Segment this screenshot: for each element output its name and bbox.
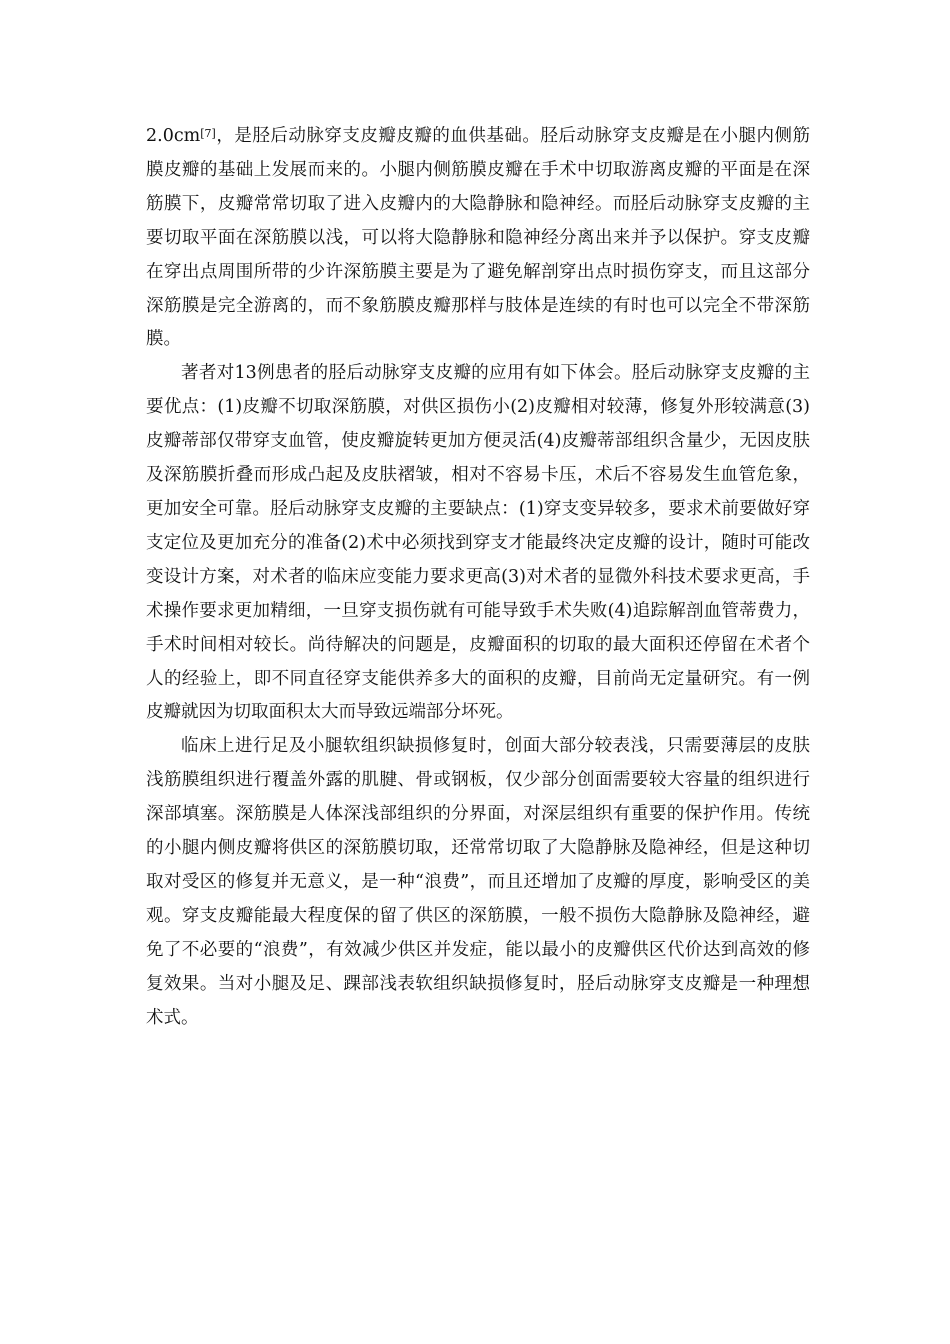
paragraph-1-lead: 2.0cm [146,126,201,146]
paragraph-3: 临床上进行足及小腿软组织缺损修复时，创面大部分较表浅，只需要薄层的皮肤浅筋膜组织进行覆盖外露的肌腱、骨或钢板，仅少部分创面需要较大容量的组织进行深部填塞。深筋膜是人体深浅部组织的分界面，对深层组织有重要的保护作用。传统的小腿内侧皮瓣将供区的深筋膜切取，还常常切取了大隐静脉及隐神经，但是这种切取对受区的修复并无意义，是一种“浪费”，而且还增加了皮瓣的厚度，影响受区的美观。穿支皮瓣能最大程度保的留了供区的深筋膜，一般不损伤大隐静脉及隐神经，避免了不必要的“浪费”，有效减少供区并发症，能以最小的皮瓣供区代价达到高效的修复效果。当对小腿及足、踝部浅表软组织缺损修复时，胫后动脉穿支皮瓣是一种理想术式。 [146,736,810,1028]
paragraph-1-text: ，是胫后动脉穿支皮瓣皮瓣的血供基础。胫后动脉穿支皮瓣是在小腿内侧筋膜皮瓣的基础上发展而来的。小腿内侧筋膜皮瓣在手术中切取游离皮瓣的平面是在深筋膜下，皮瓣常常切取了进入皮瓣内的大隐静脉和隐神经。而胫后动脉穿支皮瓣的主要切取平面在深筋膜以浅，可以将大隐静脉和隐神经分离出来并予以保护。穿支皮瓣在穿出点周围所带的少许深筋膜主要是为了避免解剖穿出点时损伤穿支，而且这部分深筋膜是完全游离的，而不象筋膜皮瓣那样与肢体是连续的有时也可以完全不带深筋膜。 [146,126,810,350]
paragraph-2: 著者对13例患者的胫后动脉穿支皮瓣的应用有如下体会。胫后动脉穿支皮瓣的主要优点：(1)皮瓣不切取深筋膜，对供区损伤小(2)皮瓣相对较薄，修复外形较满意(3)皮瓣蒂部仅带穿支血管，使皮瓣旋转更加方便灵活(4)皮瓣蒂部组织含量少，无因皮肤及深筋膜折叠而形成凸起及皮肤褶皱，相对不容易卡压，术后不容易发生血管危象，更加安全可靠。胫后动脉穿支皮瓣的主要缺点：(1)穿支变异较多，要求术前要做好穿支定位及更加充分的准备(2)术中必须找到穿支才能最终决定皮瓣的设计，随时可能改变设计方案，对术者的临床应变能力要求更高(3)对术者的显微外科技术要求更高，手术操作要求更加精细，一旦穿支损伤就有可能导致手术失败(4)追踪解剖血管蒂费力，手术时间相对较长。尚待解决的问题是，皮瓣面积的切取的最大面积还停留在术者个人的经验上，即不同直径穿支能供养多大的面积的皮瓣，目前尚无定量研究。有一例皮瓣就因为切取面积太大而导致远端部分坏死。 [146,363,810,723]
citation-ref: [7] [200,127,216,140]
body-text [146,120,810,1035]
paragraph-1 [146,120,810,357]
